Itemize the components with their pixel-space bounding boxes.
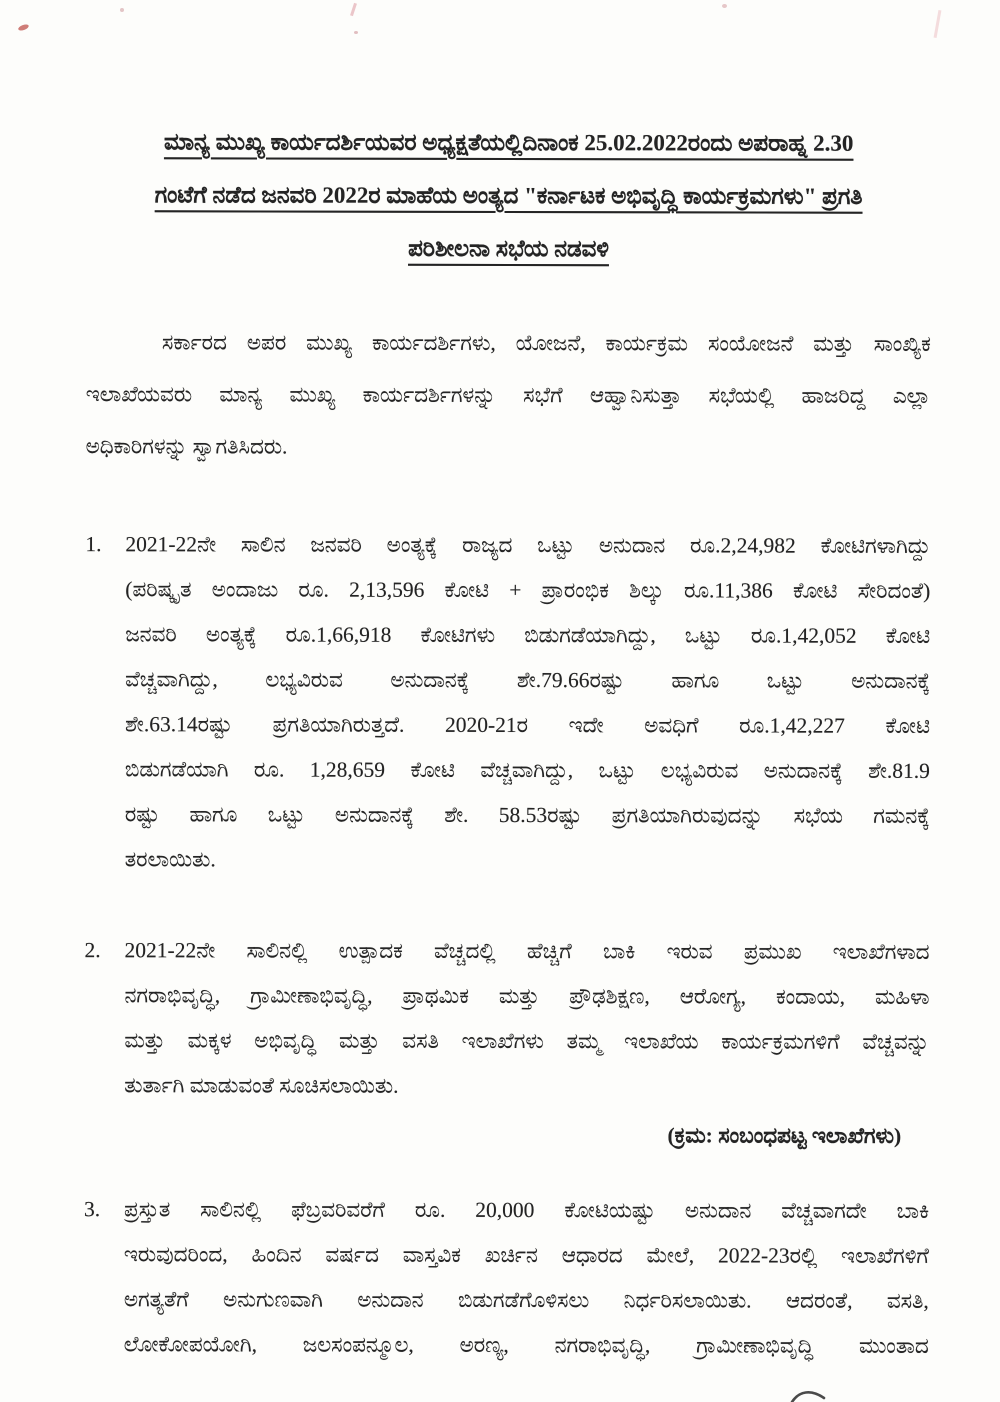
intro-line-3: ಅಧಿಕಾರಿಗಳನ್ನು ಸ್ವಾಗತಿಸಿದರು. xyxy=(85,434,288,459)
intro-paragraph xyxy=(86,316,931,474)
item-1-body xyxy=(125,522,931,884)
item-3-line-4: ಲೋಕೋಪಯೋಗಿ, ಜಲಸಂಪನ್ಮೂಲ, ಅರಣ್ಯ, ನಗರಾಭಿವೃದ್ಧಿ, ಗ್ರಾಮೀಣಾಭಿವೃದ್ಧಿ ಮುಂತಾದ xyxy=(123,1332,929,1358)
item-1-line-1: 2021-22ನೇ ಸಾಲಿನ ಜನವರಿ ಅಂತ್ಯಕ್ಕೆ ರಾಜ್ಯದ ಒಟ್ಟು ಅನುದಾನ ರೂ.2,24,982 ಕೋಟಿಗಳಾಗಿದ್ದು xyxy=(125,532,931,558)
item-1-line-8: ತರಲಾಯಿತು. xyxy=(124,847,216,872)
scan-speck-pink xyxy=(120,8,124,12)
intro-line-2: ಇಲಾಖೆಯವರು ಮಾನ್ಯ ಮುಖ್ಯ ಕಾರ್ಯದರ್ಶಿಗಳನ್ನು ಸಭೆಗೆ ಆಹ್ವಾನಿಸುತ್ತಾ ಸಭೆಯಲ್ಲಿ ಹಾಜರಿದ್ದ ಎಲ್ಲಾ xyxy=(85,382,931,408)
item-3-number: 3. xyxy=(83,1197,101,1222)
item-2-line-2: ನಗರಾಭಿವೃದ್ಧಿ, ಗ್ರಾಮೀಣಾಭಿವೃದ್ಧಿ, ಪ್ರಾಥಮಿಕ ಮತ್ತು ಪ್ರೌಢಶಿಕ್ಷಣ, ಆರೋಗ್ಯ, ಕಂದಾಯ, ಮಹಿಳಾ xyxy=(124,983,930,1009)
item-2-number: 2. xyxy=(84,938,101,963)
title-line-3-text: ಪರಿಶೀಲನಾ ಸಭೆಯ ನಡವಳಿ xyxy=(408,235,610,262)
scan-speck-pink xyxy=(722,4,727,8)
item-1-line-3: ಜನವರಿ ಅಂತ್ಯಕ್ಕೆ ರೂ.1,66,918 ಕೋಟಿಗಳು ಬಿಡುಗಡೆಯಾಗಿದ್ದು, ಒಟ್ಟು ರೂ.1,42,052 ಕೋಟಿ xyxy=(125,622,931,648)
item-3-line-1: ಪ್ರಸ್ತುತ ಸಾಲಿನಲ್ಲಿ ಫೆಬ್ರವರಿವರೆಗೆ ರೂ. 20,000 ಕೋಟಿಯಷ್ಟು ಅನುದಾನ ವೆಚ್ಚವಾಗದೇ ಬಾಕಿ xyxy=(123,1197,930,1223)
item-2-line-3: ಮತ್ತು ಮಕ್ಕಳ ಅಭಿವೃದ್ಧಿ ಮತ್ತು ವಸತಿ ಇಲಾಖೆಗಳು ತಮ್ಮ ಇಲಾಖೆಯ ಕಾರ್ಯಕ್ರಮಗಳಿಗೆ ವೆಚ್ಚವನ್ನು xyxy=(124,1028,930,1054)
scan-speck-red xyxy=(17,23,29,31)
title-line-3 xyxy=(86,221,931,276)
title-line-1 xyxy=(86,115,931,170)
title-line-1-text: ಮಾನ್ಯ ಮುಖ್ಯ ಕಾರ್ಯದರ್ಶಿಯವರ ಅಧ್ಯಕ್ಷತೆಯಲ್ಲಿದಿನಾಂಕ 25.02.2022ರಂದು ಅಪರಾಹ್ನ 2.30 xyxy=(164,129,854,156)
item-1-line-4: ವೆಚ್ಚವಾಗಿದ್ದು, ಲಭ್ಯವಿರುವ ಅನುದಾನಕ್ಕೆ ಶೇ.79.66ರಷ್ಟು ಹಾಗೂ ಒಟ್ಟು ಅನುದಾನಕ್ಕೆ xyxy=(125,667,931,693)
title-line-2-text: ಗಂಟೆಗೆ ನಡೆದ ಜನವರಿ 2022ರ ಮಾಹೆಯ ಅಂತ್ಯದ "ಕರ್ನಾಟಕ ಅಭಿವೃದ್ಧಿ ಕಾರ್ಯಕ್ರಮಗಳು" ಪ್ರಗತಿ xyxy=(154,182,863,209)
item-1-line-5: ಶೇ.63.14ರಷ್ಟು ಪ್ರಗತಿಯಾಗಿರುತ್ತದೆ. 2020-21ರ ಇದೇ ಅವಧಿಗೆ ರೂ.1,42,227 ಕೋಟಿ xyxy=(125,712,931,738)
item-2-line-4: ತುರ್ತಾಗಿ ಮಾಡುವಂತೆ ಸೂಚಿಸಲಾಯಿತು. xyxy=(124,1073,399,1098)
item-1-line-6: ಬಿಡುಗಡೆಯಾಗಿ ರೂ. 1,28,659 ಕೋಟಿ ವೆಚ್ಚವಾಗಿದ್ದು, ಒಟ್ಟು ಲಭ್ಯವಿರುವ ಅನುದಾನಕ್ಕೆ ಶೇ.81.9 xyxy=(124,757,930,783)
item-3-line-3: ಅಗತ್ಯತೆಗೆ ಅನುಗುಣವಾಗಿ ಅನುದಾನ ಬಿಡುಗಡೆಗೊಳಿಸಲು ನಿರ್ಧರಿಸಲಾಯಿತು. ಆದರಂತೆ, ವಸತಿ, xyxy=(123,1287,929,1313)
scan-speck-pink xyxy=(934,10,942,38)
intro-line-1: ಸರ್ಕಾರದ ಅಪರ ಮುಖ್ಯ ಕಾರ್ಯದರ್ಶಿಗಳು, ಯೋಜನೆ, ಕಾರ್ಯಕ್ರಮ ಸಂಯೋಜನೆ ಮತ್ತು ಸಾಂಖ್ಯಿಕ xyxy=(161,330,931,356)
minutes-item-2 xyxy=(84,928,929,1110)
item-3-body xyxy=(124,1187,929,1369)
page-bottom-cutoff-stroke xyxy=(790,1389,826,1402)
document-title xyxy=(86,115,931,276)
item-1-number: 1. xyxy=(85,532,102,557)
scan-speck-pink xyxy=(354,31,358,34)
item-1-line-2: (ಪರಿಷ್ಕೃತ ಅಂದಾಜು ರೂ. 2,13,596 ಕೋಟಿ + ಪ್ರಾರಂಭಿಕ ಶಿಲ್ಕು ರೂ.11,386 ಕೋಟಿ ಸೇರಿದಂತೆ) xyxy=(125,577,931,603)
title-line-2 xyxy=(86,168,931,223)
item-2-body xyxy=(124,928,929,1110)
document-content xyxy=(84,115,932,1369)
item-3-line-2: ಇರುವುದರಿಂದ, ಹಿಂದಿನ ವರ್ಷದ ವಾಸ್ತವಿಕ ಖರ್ಚಿನ ಆಧಾರದ ಮೇಲೆ, 2022-23ರಲ್ಲಿ ಇಲಾಖೆಗಳಿಗೆ xyxy=(123,1242,929,1268)
minutes-item-3 xyxy=(84,1187,929,1369)
item-1-line-7: ರಷ್ಟು ಹಾಗೂ ಒಟ್ಟು ಅನುದಾನಕ್ಕೆ ಶೇ. 58.53ರಷ್ಟು ಪ್ರಗತಿಯಾಗಿರುವುದನ್ನು ಸಭೆಯ ಗಮನಕ್ಕೆ xyxy=(124,802,930,828)
scan-speck-pink xyxy=(350,3,357,16)
item-2-line-1: 2021-22ನೇ ಸಾಲಿನಲ್ಲಿ ಉತ್ಪಾದಕ ವೆಚ್ಚದಲ್ಲಿ ಹೆಚ್ಚಿಗೆ ಬಾಕಿ ಇರುವ ಪ್ರಮುಖ ಇಲಾಖೆಗಳಾದ xyxy=(124,938,930,964)
minutes-item-1 xyxy=(85,522,931,884)
action-note: (ಕ್ರಮ: ಸಂಬಂಧಪಟ್ಟ ಇಲಾಖೆಗಳು) xyxy=(667,1123,902,1148)
